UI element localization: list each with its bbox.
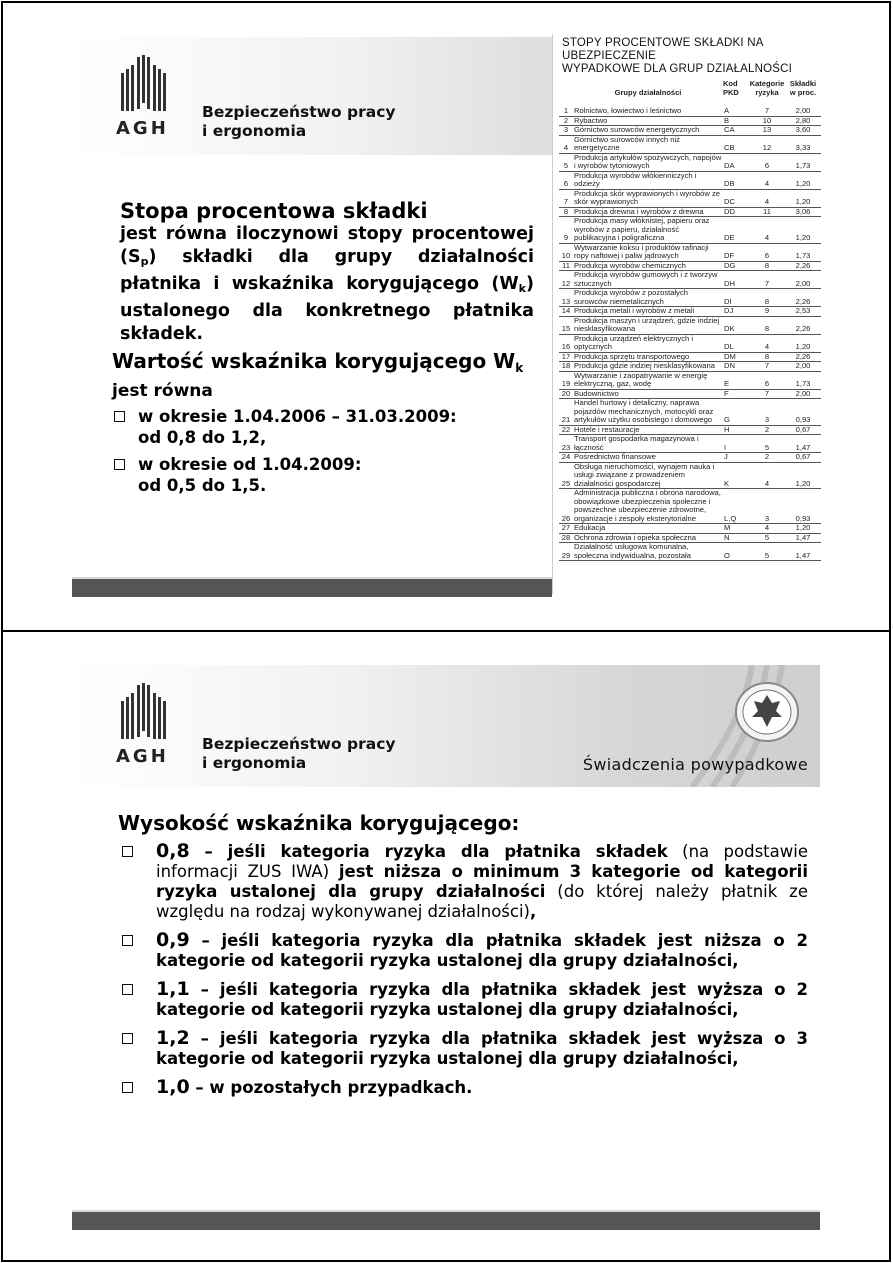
row-group-name: Administracja publiczna i obrona narodowa, obowiązkowe ubezpieczenia społeczne i powszechne ubezpieczenie zdrowotne, organizacje i zespoły eksterytorialne (573, 489, 723, 524)
column-header-no (559, 80, 573, 107)
list-item (112, 406, 552, 448)
table-row (559, 107, 821, 116)
definition-text: ) ustalonego dla konkretnego płatnika składek. (120, 274, 534, 344)
row-rate: 0,67 (785, 453, 821, 463)
row-risk-category: 7 (749, 362, 785, 372)
definition-title: Stopa procentowa składki (120, 199, 428, 223)
row-risk-category: 5 (749, 435, 785, 453)
row-kod-pkd: DM (723, 352, 749, 362)
row-number: 7 (559, 189, 573, 207)
row-group-name: Handel hurtowy i detaliczny, naprawa pojazdów mechanicznych, motocykli oraz artykułów użytku osobistego i domowego (573, 399, 723, 426)
wk-period-list (112, 406, 552, 496)
wk-value-block (112, 349, 552, 502)
row-rate: 2,00 (785, 389, 821, 399)
rate-table-title-line1: STOPY PROCENTOWE SKŁADKI NA UBEZPIECZENIE (562, 37, 763, 62)
row-number: 17 (559, 352, 573, 362)
row-rate: 3,06 (785, 207, 821, 217)
wk-value-title (112, 349, 552, 380)
row-kod-pkd: DN (723, 362, 749, 372)
row-rate: 1,47 (785, 533, 821, 543)
factor-condition: jest niższa o minimum 3 kategorie od kategorii ryzyka ustalonej dla grupy działalności (156, 862, 808, 901)
row-group-name: Produkcja wyrobów gumowych i z tworzyw sztucznych (573, 271, 723, 289)
factor-punct: , (530, 902, 537, 921)
wk-subscript: k (518, 282, 526, 295)
row-group-name: Budownictwo (573, 389, 723, 399)
row-group-name: Wytwarzanie koksu i produktów rafinacji ropy naftowej i paliw jądrowych (573, 243, 723, 261)
row-kod-pkd: E (723, 371, 749, 389)
row-risk-category: 2 (749, 425, 785, 435)
row-number: 22 (559, 425, 573, 435)
row-risk-category: 5 (749, 543, 785, 561)
row-number: 13 (559, 289, 573, 307)
row-rate: 1,20 (785, 171, 821, 189)
row-number: 12 (559, 271, 573, 289)
row-number: 2 (559, 116, 573, 126)
row-rate: 3,33 (785, 135, 821, 153)
wk-title-text: Wartość wskaźnika korygującego W (112, 349, 516, 373)
correction-factor-list (118, 841, 808, 1098)
row-group-name: Produkcja wyrobów chemicznych (573, 261, 723, 271)
row-rate: 1,20 (785, 524, 821, 534)
row-kod-pkd: G (723, 399, 749, 426)
row-kod-pkd: L,Q (723, 489, 749, 524)
row-rate: 2,53 (785, 307, 821, 317)
row-kod-pkd: DI (723, 289, 749, 307)
row-number: 1 (559, 107, 573, 116)
table-row (559, 543, 821, 561)
period-label: w okresie od 1.04.2009: (138, 455, 362, 474)
header-text: w proc. (789, 87, 817, 97)
period-label: w okresie 1.04.2006 – 31.03.2009: (138, 407, 457, 426)
row-number: 23 (559, 435, 573, 453)
row-risk-category: 4 (749, 462, 785, 489)
rate-table-body (559, 107, 821, 561)
row-risk-category: 10 (749, 116, 785, 126)
row-kod-pkd: M (723, 524, 749, 534)
row-risk-category: 7 (749, 271, 785, 289)
checkbox-bullet-icon (122, 984, 133, 995)
row-group-name: Transport gospodarka magazynowa i łączność (573, 435, 723, 453)
row-number: 24 (559, 453, 573, 463)
row-number: 6 (559, 171, 573, 189)
table-row (559, 399, 821, 426)
row-rate: 1,20 (785, 189, 821, 207)
row-number: 9 (559, 217, 573, 244)
factor-value: 1,1 (156, 978, 190, 1000)
column-header-skladki (785, 80, 821, 107)
row-risk-category: 4 (749, 334, 785, 352)
row-rate: 2,80 (785, 116, 821, 126)
row-kod-pkd: H (723, 425, 749, 435)
factor-condition: – jeśli kategoria ryzyka dla płatnika składek (189, 842, 668, 861)
agh-logo (116, 683, 176, 769)
rate-table (559, 80, 821, 561)
row-kod-pkd: B (723, 116, 749, 126)
header-text: Składki (789, 79, 817, 88)
row-number: 18 (559, 362, 573, 372)
footer-bar (72, 577, 552, 597)
row-number: 20 (559, 389, 573, 399)
row-rate: 0,93 (785, 399, 821, 426)
row-rate: 1,73 (785, 153, 821, 171)
row-kod-pkd: DK (723, 316, 749, 334)
course-title (202, 103, 396, 141)
row-group-name: Produkcja metali i wyrobów z metali (573, 307, 723, 317)
agh-logo-text: AGH (116, 118, 169, 139)
checkbox-bullet-icon (122, 846, 133, 857)
row-group-name: Rolnictwo, łowiectwo i leśnictwo (573, 107, 723, 116)
row-risk-category: 6 (749, 243, 785, 261)
row-rate: 2,26 (785, 352, 821, 362)
row-kod-pkd: CA (723, 126, 749, 136)
footer-bar (72, 1210, 820, 1230)
checkbox-bullet-icon (114, 411, 125, 422)
checkbox-bullet-icon (122, 935, 133, 946)
row-risk-category: 4 (749, 171, 785, 189)
row-kod-pkd: DC (723, 189, 749, 207)
row-number: 26 (559, 489, 573, 524)
row-risk-category: 3 (749, 489, 785, 524)
row-kod-pkd: A (723, 107, 749, 116)
row-rate: 2,26 (785, 316, 821, 334)
wk-value-subtitle: jest równa (112, 381, 213, 401)
row-rate: 2,00 (785, 107, 821, 116)
header-text: ryzyka (755, 87, 779, 97)
table-row (559, 153, 821, 171)
period-range: od 0,8 do 1,2, (138, 428, 267, 447)
definition-body (120, 223, 534, 346)
checkbox-bullet-icon (114, 459, 125, 470)
table-header-row (559, 80, 821, 107)
row-risk-category: 13 (749, 126, 785, 136)
rate-table-panel (552, 34, 822, 594)
row-group-name: Pośrednictwo finansowe (573, 453, 723, 463)
row-risk-category: 11 (749, 207, 785, 217)
row-number: 25 (559, 462, 573, 489)
row-risk-category: 4 (749, 217, 785, 244)
list-item (118, 930, 808, 971)
column-header-kategorie (749, 80, 785, 107)
row-kod-pkd: I (723, 435, 749, 453)
table-row (559, 453, 821, 463)
row-rate: 1,73 (785, 243, 821, 261)
agh-logo-icon (118, 683, 168, 743)
definition-text: jest równa iloczynowi stopy procentowej (S (120, 224, 534, 267)
row-rate: 1,47 (785, 543, 821, 561)
section-title: Świadczenia powypadkowe (582, 755, 808, 774)
row-risk-category: 8 (749, 261, 785, 271)
list-item (118, 1028, 808, 1069)
row-rate: 1,20 (785, 217, 821, 244)
table-row (559, 371, 821, 389)
row-number: 21 (559, 399, 573, 426)
table-row (559, 135, 821, 153)
row-group-name: Działalność usługowa komunalna, społeczna indywidualna, pozostała (573, 543, 723, 561)
row-risk-category: 9 (749, 307, 785, 317)
row-group-name: Edukacja (573, 524, 723, 534)
row-kod-pkd: DF (723, 243, 749, 261)
row-group-name: Produkcja wyrobów z pozostałych surowców niemetalicznych (573, 289, 723, 307)
row-number: 5 (559, 153, 573, 171)
slide-1 (72, 37, 820, 597)
row-risk-category: 8 (749, 316, 785, 334)
wk-title-subscript: k (515, 361, 524, 375)
row-kod-pkd: DH (723, 271, 749, 289)
row-kod-pkd: DB (723, 171, 749, 189)
course-title (202, 735, 396, 773)
correction-factor-section (118, 811, 808, 1106)
row-risk-category: 7 (749, 389, 785, 399)
row-rate: 2,26 (785, 289, 821, 307)
row-number: 19 (559, 371, 573, 389)
course-title-line2: i ergonomia (202, 122, 307, 140)
list-item (112, 454, 552, 496)
row-number: 14 (559, 307, 573, 317)
row-rate: 1,73 (785, 371, 821, 389)
row-risk-category: 7 (749, 107, 785, 116)
row-risk-category: 3 (749, 399, 785, 426)
table-row (559, 462, 821, 489)
row-kod-pkd: F (723, 389, 749, 399)
row-group-name: Produkcja drewna i wyrobów z drewna (573, 207, 723, 217)
table-row (559, 243, 821, 261)
table-row (559, 489, 821, 524)
checkbox-bullet-icon (122, 1033, 133, 1044)
row-number: 10 (559, 243, 573, 261)
factor-value: 0,9 (156, 929, 190, 951)
rate-table-title (553, 34, 822, 76)
row-risk-category: 6 (749, 371, 785, 389)
row-kod-pkd: J (723, 453, 749, 463)
row-rate: 0,67 (785, 425, 821, 435)
list-item (118, 841, 808, 922)
row-number: 28 (559, 533, 573, 543)
row-risk-category: 2 (749, 453, 785, 463)
row-rate: 1,20 (785, 334, 821, 352)
agh-logo-text: AGH (116, 746, 169, 767)
table-row (559, 217, 821, 244)
row-group-name: Produkcja sprzętu transportowego (573, 352, 723, 362)
agh-logo-icon (118, 55, 168, 115)
row-risk-category: 5 (749, 533, 785, 543)
row-group-name: Ochrona zdrowia i opieka społeczna (573, 533, 723, 543)
row-group-name: Hotele i restauracje (573, 425, 723, 435)
row-rate: 1,47 (785, 435, 821, 453)
row-number: 4 (559, 135, 573, 153)
factor-value: 0,8 (156, 840, 190, 862)
header-text: Kategorie (749, 79, 785, 88)
row-kod-pkd: DA (723, 153, 749, 171)
row-kod-pkd: DD (723, 207, 749, 217)
table-row (559, 126, 821, 136)
table-row (559, 289, 821, 307)
table-row (559, 362, 821, 372)
row-kod-pkd: K (723, 462, 749, 489)
list-item (118, 979, 808, 1020)
row-rate: 1,20 (785, 462, 821, 489)
factor-condition: – w pozostałych przypadkach. (189, 1078, 473, 1097)
row-group-name: Górnictwo surowców innych niż energetyczne (573, 135, 723, 153)
row-group-name: Produkcja maszyn i urządzeń, gdzie indziej niesklasyfikowana (573, 316, 723, 334)
rate-table-title-line2: WYPADKOWE DLA GRUP DZIAŁALNOŚCI (562, 63, 793, 75)
header-text: PKD (723, 87, 739, 97)
table-row (559, 316, 821, 334)
row-risk-category: 8 (749, 352, 785, 362)
row-number: 8 (559, 207, 573, 217)
factor-condition: – jeśli kategoria ryzyka dla płatnika składek jest wyższa o 2 kategorie od kategorii ryzyka ustalonej dla grupy działalności, (156, 980, 808, 1019)
header-text: Kod (723, 79, 738, 88)
row-number: 27 (559, 524, 573, 534)
factor-value: 1,2 (156, 1027, 190, 1049)
row-risk-category: 6 (749, 153, 785, 171)
course-title-line2: i ergonomia (202, 754, 307, 772)
row-group-name: Górnictwo surowców energetycznych (573, 126, 723, 136)
table-row (559, 307, 821, 317)
table-row (559, 334, 821, 352)
row-rate: 3,60 (785, 126, 821, 136)
row-kod-pkd: DE (723, 217, 749, 244)
row-kod-pkd: CB (723, 135, 749, 153)
row-rate: 2,00 (785, 362, 821, 372)
table-row (559, 189, 821, 207)
checkbox-bullet-icon (122, 1082, 133, 1093)
row-group-name: Wytwarzanie i zaopatrywanie w energię elektryczną, gaz, wodę (573, 371, 723, 389)
table-row (559, 271, 821, 289)
factor-value: 1,0 (156, 1076, 190, 1098)
row-group-name: Produkcja gdzie indziej niesklasyfikowana (573, 362, 723, 372)
row-group-name: Produkcja masy włóknistej, papieru oraz wyrobów z papieru, działalność publikacyjna i poligraficzna (573, 217, 723, 244)
slide-2 (72, 665, 820, 1230)
row-risk-category: 8 (749, 289, 785, 307)
row-number: 16 (559, 334, 573, 352)
agh-logo (116, 55, 176, 141)
period-range: od 0,5 do 1,5. (138, 476, 267, 495)
table-row (559, 171, 821, 189)
factor-note: (na podstawie informacji ZUS IWA) (156, 842, 808, 881)
row-rate: 2,00 (785, 271, 821, 289)
faculty-seal-icon (734, 681, 800, 743)
factor-condition: – jeśli kategoria ryzyka dla płatnika składek jest niższa o 2 kategorie od kategorii ryzyka ustalonej dla grupy działalności, (156, 931, 808, 970)
header-banner (72, 665, 820, 787)
row-group-name: Produkcja wyrobów włókienniczych i odzieży (573, 171, 723, 189)
course-title-line1: Bezpieczeństwo pracy (202, 103, 396, 121)
row-group-name: Rybactwo (573, 116, 723, 126)
row-number: 11 (559, 261, 573, 271)
sp-subscript: p (140, 255, 149, 268)
row-number: 3 (559, 126, 573, 136)
row-kod-pkd: N (723, 533, 749, 543)
section-heading: Wysokość wskaźnika korygującego: (118, 811, 520, 835)
row-risk-category: 4 (749, 189, 785, 207)
row-kod-pkd: DG (723, 261, 749, 271)
course-title-line1: Bezpieczeństwo pracy (202, 735, 396, 753)
row-group-name: Obsługa nieruchomości, wynajem nauka i usługi związane z prowadzeniem działalności gospodarczej (573, 462, 723, 489)
row-group-name: Produkcja artykułów spożywczych, napojów i wyrobów tytoniowych (574, 152, 722, 170)
row-kod-pkd: DJ (723, 307, 749, 317)
table-row (559, 435, 821, 453)
row-group-name: Produkcja urządzeń elektrycznych i optycznych (573, 334, 723, 352)
row-risk-category: 12 (749, 135, 785, 153)
definition-text: ) składki dla grupy działalności płatnika i wskaźnika korygującego (W (120, 247, 534, 294)
column-header-kod (723, 80, 749, 107)
row-rate: 0,93 (785, 489, 821, 524)
row-kod-pkd: DL (723, 334, 749, 352)
row-number: 15 (559, 316, 573, 334)
table-row (559, 524, 821, 534)
row-rate: 2,26 (785, 261, 821, 271)
row-group-name: Produkcja skór wyprawionych i wyrobów ze skór wyprawionych (573, 189, 723, 207)
row-number: 29 (559, 543, 573, 561)
column-header-group: Grupy działalności (614, 87, 682, 97)
row-risk-category: 4 (749, 524, 785, 534)
factor-condition: – jeśli kategoria ryzyka dla płatnika składek jest wyższa o 3 kategorie od kategorii ryzyka ustalonej dla grupy działalności, (156, 1029, 808, 1068)
row-kod-pkd: O (723, 543, 749, 561)
factor-note: (do której należy płatnik ze względu na rodzaj wykonywanej działalności) (156, 882, 808, 921)
definition-block (120, 199, 534, 346)
list-item (118, 1077, 808, 1098)
